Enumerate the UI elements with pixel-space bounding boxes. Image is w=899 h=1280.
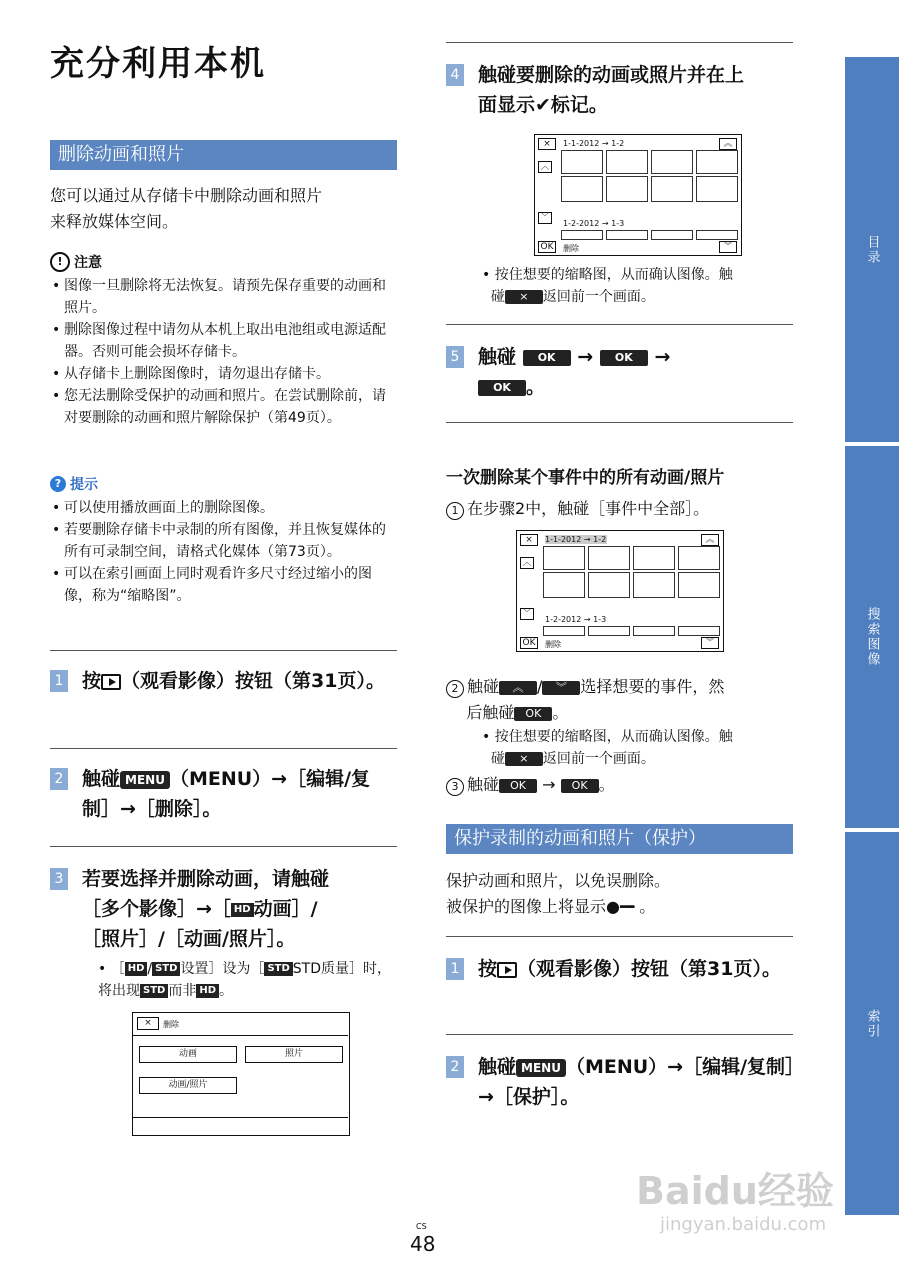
- ok-icon: OK: [499, 779, 537, 793]
- std-icon: STD: [140, 984, 168, 998]
- thumbnail[interactable]: [588, 546, 630, 570]
- button-label: 动画: [178, 1049, 197, 1059]
- intro-line: 被保护的图像上将显示●━╸。: [446, 897, 656, 916]
- thumbnail[interactable]: [696, 176, 738, 202]
- note-part: 返回前一个画面。: [542, 751, 655, 767]
- side-tab-label: 搜索图像: [864, 607, 880, 667]
- tip-heading: [50, 474, 98, 494]
- arrow: →: [654, 346, 671, 368]
- std-icon: STD: [264, 962, 292, 976]
- note-heading: [50, 252, 102, 272]
- step-text: [478, 342, 670, 402]
- next-button[interactable]: ﹀: [538, 212, 552, 224]
- note-item: • 从存储卡上删除图像时，请勿退出存储卡。: [50, 363, 395, 385]
- step-text: [478, 954, 781, 984]
- step-number: 1: [446, 958, 464, 980]
- step-prefix: 按: [82, 670, 102, 692]
- circled-number: 3: [446, 778, 464, 796]
- photo-button[interactable]: [245, 1046, 343, 1063]
- thumbnail[interactable]: [678, 626, 720, 636]
- step-text: [478, 1052, 796, 1112]
- circled-number: 1: [446, 502, 464, 520]
- divider: [446, 42, 793, 43]
- event-date: 1-2-2012 → 1-3: [563, 219, 625, 228]
- sub-step-part: 触碰: [467, 775, 500, 794]
- tip-item: • 可以在索引画面上同时观看许多尺寸经过缩小的图像，称为“缩略图”。: [50, 563, 395, 607]
- sub-step-part: 。: [598, 775, 615, 794]
- step-line: [82, 894, 329, 924]
- step-prefix: 触碰: [478, 1056, 517, 1078]
- intro-line: 保护动画和照片，以免误删除。: [446, 871, 671, 890]
- intro-text: [50, 183, 390, 235]
- protect-step-1: [446, 954, 796, 984]
- close-button[interactable]: ×: [137, 1017, 159, 1030]
- divider: [133, 1035, 348, 1036]
- dialog-title: 删除: [163, 1020, 179, 1029]
- side-tab-label: 索引: [864, 1008, 880, 1039]
- thumbnail[interactable]: [543, 546, 585, 570]
- side-tab-label: 目录: [864, 234, 880, 265]
- ok-button[interactable]: OK: [538, 241, 556, 253]
- step-text: [478, 60, 744, 120]
- movie-button[interactable]: [139, 1046, 237, 1063]
- thumbnail[interactable]: [633, 546, 675, 570]
- note-part: 碰: [490, 289, 505, 305]
- protect-intro: [446, 868, 786, 920]
- playback-icon: [101, 674, 121, 690]
- thumbnail-screen: [534, 134, 742, 256]
- thumbnail[interactable]: [633, 626, 675, 636]
- divider: [133, 1117, 348, 1118]
- ok-icon: OK: [514, 707, 552, 721]
- event-thumbnail-screen: [516, 530, 724, 652]
- thumbnail[interactable]: [633, 572, 675, 598]
- prev-button[interactable]: ︿: [538, 161, 552, 173]
- intro-line: 来释放媒体空间。: [50, 212, 179, 231]
- thumbnail[interactable]: [651, 176, 693, 202]
- step-number: 5: [446, 346, 464, 368]
- thumbnail[interactable]: [588, 626, 630, 636]
- locale-label: CS: [416, 1222, 427, 1231]
- event-date[interactable]: 1-2-2012 → 1-3: [545, 615, 607, 624]
- sub-step-part: 选择想要的事件，然: [580, 677, 725, 696]
- step-number: 3: [50, 868, 68, 890]
- subheading: 一次删除某个事件中的所有动画/照片: [446, 468, 725, 488]
- step-text: [82, 666, 385, 696]
- sub-step-part: 。: [552, 703, 569, 722]
- step-prefix: 按: [478, 958, 498, 980]
- note-part: /: [147, 961, 153, 977]
- thumbnail[interactable]: [561, 176, 603, 202]
- tip-item: • 可以使用播放画面上的删除图像。: [50, 497, 395, 519]
- step-line: 若要选择并删除动画，请触碰: [82, 868, 330, 890]
- sub-step-2: [446, 674, 796, 726]
- note-item: • 删除图像过程中请勿从本机上取出电池组或电源适配器。否则可能会损坏存储卡。: [50, 319, 395, 363]
- thumbnail[interactable]: [678, 572, 720, 598]
- page-title: 充分利用本机: [50, 44, 266, 84]
- side-tab-index[interactable]: [845, 832, 899, 1215]
- scroll-up-icon: ︽: [499, 681, 537, 695]
- step-1: [50, 666, 390, 696]
- baidu-watermark-url: jingyan.baidu.com: [660, 1214, 827, 1235]
- scroll-up-button[interactable]: ︽: [719, 138, 737, 150]
- circled-number: 2: [446, 680, 464, 698]
- note-item: • 图像一旦删除将无法恢复。请预先保存重要的动画和照片。: [50, 275, 395, 319]
- side-tab-search[interactable]: [845, 446, 899, 828]
- ok-icon: OK: [523, 350, 571, 366]
- event-date-selected[interactable]: 1-1-2012 → 1-2: [545, 535, 607, 544]
- lightbulb-icon: ?: [50, 476, 66, 492]
- step-part: 动画］/: [253, 898, 318, 920]
- divider: [50, 650, 397, 651]
- ok-icon: OK: [561, 779, 599, 793]
- step-2: [50, 764, 390, 824]
- divider: [446, 1034, 793, 1035]
- sub-step-2-note: • 按住想要的缩略图，从而确认图像。触 碰 × 返回前一个画面。: [482, 729, 733, 767]
- menu-button-icon: MENU: [516, 1059, 566, 1077]
- thumbnail[interactable]: [696, 150, 738, 174]
- note-part: 按住想要的缩略图，从而确认图像。触: [494, 267, 733, 283]
- note-part: 设置］设为［: [180, 961, 265, 977]
- sub-step-part: 后触碰: [466, 703, 515, 722]
- note-part: STD质量］时，将出现: [98, 961, 391, 999]
- delete-dialog-screen: [132, 1012, 350, 1136]
- step-line: ［照片］/［动画/照片］。: [82, 928, 296, 950]
- note-title: 注意: [74, 255, 102, 271]
- step4-note: • 按住想要的缩略图，从而确认图像。触 碰 × 返回前一个画面。: [482, 267, 733, 305]
- note-part: 返回前一个画面。: [542, 289, 655, 305]
- page-number: 48: [410, 1232, 436, 1256]
- note-part: 。: [219, 983, 233, 999]
- step-text: [82, 864, 329, 954]
- hd-icon: HD: [231, 903, 254, 917]
- thumbnail[interactable]: [696, 230, 738, 240]
- arrow: →: [542, 775, 556, 794]
- intro-part: 被保护的图像上将显示: [446, 897, 607, 916]
- thumbnail[interactable]: [606, 230, 648, 240]
- delete-label: 删除: [545, 640, 561, 649]
- prev-button[interactable]: ︿: [520, 557, 534, 569]
- intro-line: 您可以通过从存储卡中删除动画和照片: [50, 186, 323, 205]
- step-suffix: （观看影像）按钮（第31页）。: [517, 958, 781, 980]
- scroll-down-button[interactable]: ︾: [719, 241, 737, 253]
- section-header-delete: 删除动画和照片: [50, 140, 397, 170]
- playback-icon: [497, 962, 517, 978]
- hd-icon: HD: [196, 984, 219, 998]
- thumbnail[interactable]: [543, 572, 585, 598]
- divider: [446, 324, 793, 325]
- sub-step-part: /: [537, 677, 543, 696]
- thumbnail[interactable]: [651, 150, 693, 174]
- arrow: →: [577, 346, 594, 368]
- step-number: 1: [50, 670, 68, 692]
- close-button[interactable]: ×: [520, 534, 538, 546]
- divider: [446, 936, 793, 937]
- thumbnail[interactable]: [678, 546, 720, 570]
- caution-icon: !: [50, 252, 70, 272]
- divider: [446, 422, 793, 423]
- thumbnail[interactable]: [588, 572, 630, 598]
- std-icon: STD: [152, 962, 180, 976]
- step-number: 4: [446, 64, 464, 86]
- ok-icon: OK: [478, 380, 526, 396]
- note-item: • 您无法删除受保护的动画和照片。在尝试删除前，请对要删除的动画和照片解除保护（第49页）。: [50, 385, 395, 429]
- step-prefix: 触碰: [478, 346, 517, 368]
- note-part: 碰: [490, 751, 505, 767]
- thumbnail[interactable]: [651, 230, 693, 240]
- step-number: 2: [50, 768, 68, 790]
- ok-icon: OK: [600, 350, 648, 366]
- next-button[interactable]: ﹀: [520, 608, 534, 620]
- close-button[interactable]: ×: [538, 138, 556, 150]
- button-label: 动画/照片: [168, 1080, 208, 1090]
- sub-step-3: [446, 772, 615, 798]
- scroll-down-button[interactable]: ︾: [701, 637, 719, 649]
- divider: [50, 748, 397, 749]
- scroll-up-button[interactable]: ︽: [701, 534, 719, 546]
- step-prefix: 触碰: [82, 768, 121, 790]
- step-line: 面显示✔标记。: [478, 94, 608, 116]
- note-part: ［: [110, 961, 125, 977]
- thumbnail[interactable]: [606, 150, 648, 174]
- step-5: [446, 342, 796, 402]
- sub-step-part: 触碰: [467, 677, 500, 696]
- scroll-down-icon: ︾: [542, 681, 580, 695]
- step-suffix: （MENU）→［编辑/复制］→［保护］。: [478, 1056, 795, 1108]
- thumbnail[interactable]: [561, 230, 603, 240]
- menu-button-icon: MENU: [120, 771, 170, 789]
- section-header-protect: 保护录制的动画和照片（保护）: [446, 824, 793, 854]
- step-3: [50, 864, 390, 954]
- step-number: 2: [446, 1056, 464, 1078]
- note-part: 按住想要的缩略图，从而确认图像。触: [494, 729, 733, 745]
- ok-button[interactable]: OK: [520, 637, 538, 649]
- tips-list: [50, 497, 395, 607]
- sub-step-1: [446, 496, 709, 522]
- step-suffix: （观看影像）按钮（第31页）。: [121, 670, 385, 692]
- notes-list: [50, 275, 395, 429]
- step-4: [446, 60, 796, 120]
- close-icon: ×: [505, 752, 543, 766]
- movie-photo-button[interactable]: [139, 1077, 237, 1094]
- step-line: [478, 342, 670, 372]
- sub-step-text: 在步骤2中，触碰［事件中全部］。: [467, 499, 710, 518]
- note-part: 而非: [168, 983, 197, 999]
- protect-step-2: [446, 1052, 796, 1112]
- thumbnail[interactable]: [543, 626, 585, 636]
- delete-label: 删除: [563, 244, 579, 253]
- divider: [50, 846, 397, 847]
- button-label: 照片: [284, 1049, 303, 1059]
- key-icon: ●━╸: [606, 897, 640, 916]
- thumbnail[interactable]: [561, 150, 603, 174]
- baidu-watermark-logo: Baidu经验: [636, 1169, 834, 1213]
- step-line: OK 。: [478, 372, 670, 402]
- step-suffix: （MENU）→［编辑/复制］→［删除］。: [82, 768, 371, 820]
- event-date: 1-1-2012 → 1-2: [563, 139, 625, 148]
- close-icon: ×: [505, 290, 543, 304]
- step-line: 触碰要删除的动画或照片并在上: [478, 64, 745, 86]
- step-part: ［多个影像］→［: [82, 898, 231, 920]
- tip-title: 提示: [70, 477, 98, 493]
- hd-icon: HD: [125, 962, 148, 976]
- step3-note: • ［ HD / STD 设置］设为［ STD STD质量］时，将出现 STD 而非 HD 。: [98, 961, 391, 999]
- thumbnail[interactable]: [606, 176, 648, 202]
- tip-item: • 若要删除存储卡中录制的所有图像，并且恢复媒体的所有可录制空间，请格式化媒体（第73页）。: [50, 519, 395, 563]
- side-tab-contents[interactable]: [845, 57, 899, 442]
- step-text: [82, 764, 390, 824]
